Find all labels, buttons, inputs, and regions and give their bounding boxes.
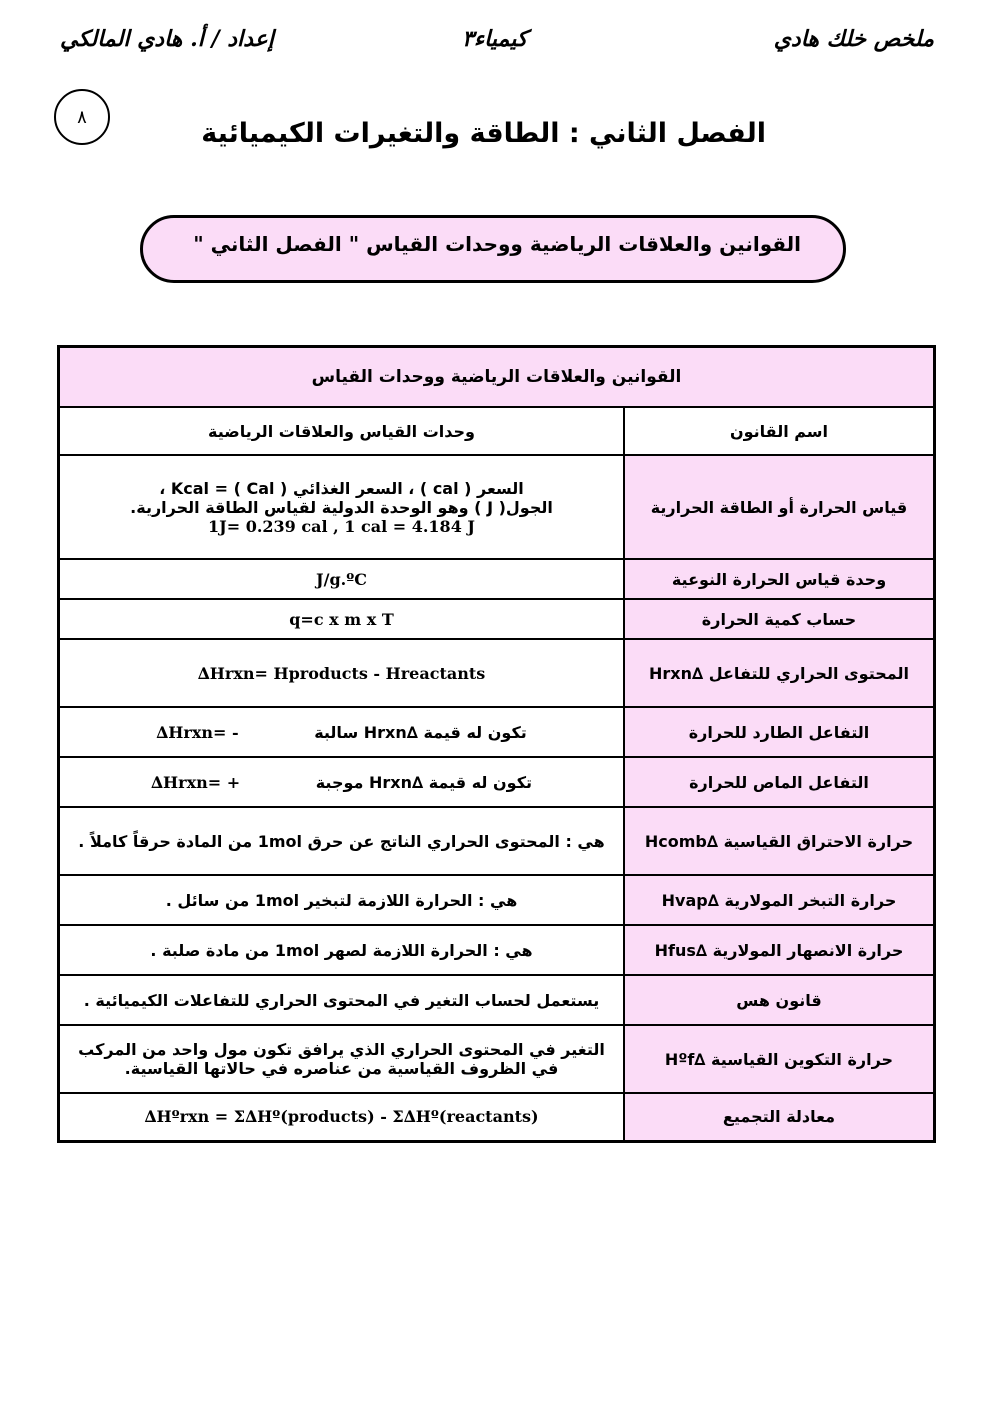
table-row (59, 975, 935, 1025)
law-value-line: 1J= 0.239 cal , 1 cal = 4.184 J (208, 516, 475, 536)
law-value-formula: ∆Hrxn= + (150, 772, 241, 792)
law-value-line: الجول( J ) وهو الوحدة الدولية لقياس الطاقة الحرارية. (130, 497, 553, 517)
law-value-line: السعر ( cal ) ، السعر الغذائي ( Cal ) = Kcal ، (159, 478, 524, 498)
law-value: ∆Hrxn= Hproducts - Hreactants (59, 639, 625, 707)
law-name: معادلة التجميع (624, 1093, 935, 1141)
law-value (59, 707, 625, 757)
laws-table (57, 345, 936, 1143)
law-value: J/g.ºC (59, 559, 625, 599)
law-name: حساب كمية الحرارة (624, 599, 935, 639)
law-name: حرارة التكوين القياسية ∆Hºf (624, 1025, 935, 1093)
table-row (59, 455, 935, 559)
law-value: هي : المحتوى الحراري الناتج عن حرق 1mol من المادة حرقاً كاملاً . (59, 807, 625, 875)
header-summary-title: ملخص خلك هادي (773, 26, 934, 52)
law-value: ∆Hºrxn = Σ∆Hº(products) - Σ∆Hº(reactants) (59, 1093, 625, 1141)
law-name: قانون هس (624, 975, 935, 1025)
table-row (59, 559, 935, 599)
table-row (59, 875, 935, 925)
table-header-row (59, 407, 935, 455)
table-row (59, 757, 935, 807)
law-name: المحتوى الحراري للتفاعل ∆Hrxn (624, 639, 935, 707)
column-header-law: اسم القانون (624, 407, 935, 455)
law-value: التغير في المحتوى الحراري الذي يرافق تكون مول واحد من المركب في الظروف القياسية من عناصره في حالاتها القياسية. (59, 1025, 625, 1093)
chapter-title: الفصل الثاني : الطاقة والتغيرات الكيميائية (201, 118, 766, 149)
law-value: هي : الحرارة اللازمة لصهر 1mol من مادة صلبة . (59, 925, 625, 975)
table-row (59, 1025, 935, 1093)
table-caption-row (59, 347, 935, 408)
law-name: قياس الحرارة أو الطاقة الحرارية (624, 455, 935, 559)
column-header-units: وحدات القياس والعلاقات الرياضية (59, 407, 625, 455)
law-value: q=c x m x T (59, 599, 625, 639)
table-row (59, 807, 935, 875)
table-row (59, 707, 935, 757)
section-banner-text: القوانين والعلاقات الرياضية ووحدات القياس " الفصل الثاني " (193, 232, 801, 256)
header-author: إعداد / أ. هادي المالكي (60, 26, 274, 52)
table-row (59, 925, 935, 975)
law-value (59, 455, 625, 559)
law-value: يستعمل لحساب التغير في المحتوى الحراري للتفاعلات الكيميائية . (59, 975, 625, 1025)
law-name: حرارة الاحتراق القياسية ∆Hcomb (624, 807, 935, 875)
table-caption: القوانين والعلاقات الرياضية ووحدات القياس (59, 347, 935, 408)
law-name: وحدة قياس الحرارة النوعية (624, 559, 935, 599)
law-value-text: تكون له قيمة ∆Hrxn سالبة (314, 722, 527, 742)
law-name: التفاعل الطارد للحرارة (624, 707, 935, 757)
law-name: حرارة التبخر المولارية ∆Hvap (624, 875, 935, 925)
page-number: ٨ (77, 106, 87, 128)
law-value-formula: ∆Hrxn= - (156, 722, 239, 742)
header-subject: كيمياء٣ (462, 26, 528, 52)
page-number-badge (54, 89, 110, 145)
law-value: هي : الحرارة اللازمة لتبخير 1mol من سائل . (59, 875, 625, 925)
law-value (59, 757, 625, 807)
table-row (59, 639, 935, 707)
law-value-text: تكون له قيمة ∆Hrxn موجبة (315, 772, 533, 792)
table-row (59, 1093, 935, 1141)
law-name: التفاعل الماص للحرارة (624, 757, 935, 807)
table-row (59, 599, 935, 639)
law-name: حرارة الانصهار المولارية ∆Hfus (624, 925, 935, 975)
section-banner (140, 215, 846, 283)
